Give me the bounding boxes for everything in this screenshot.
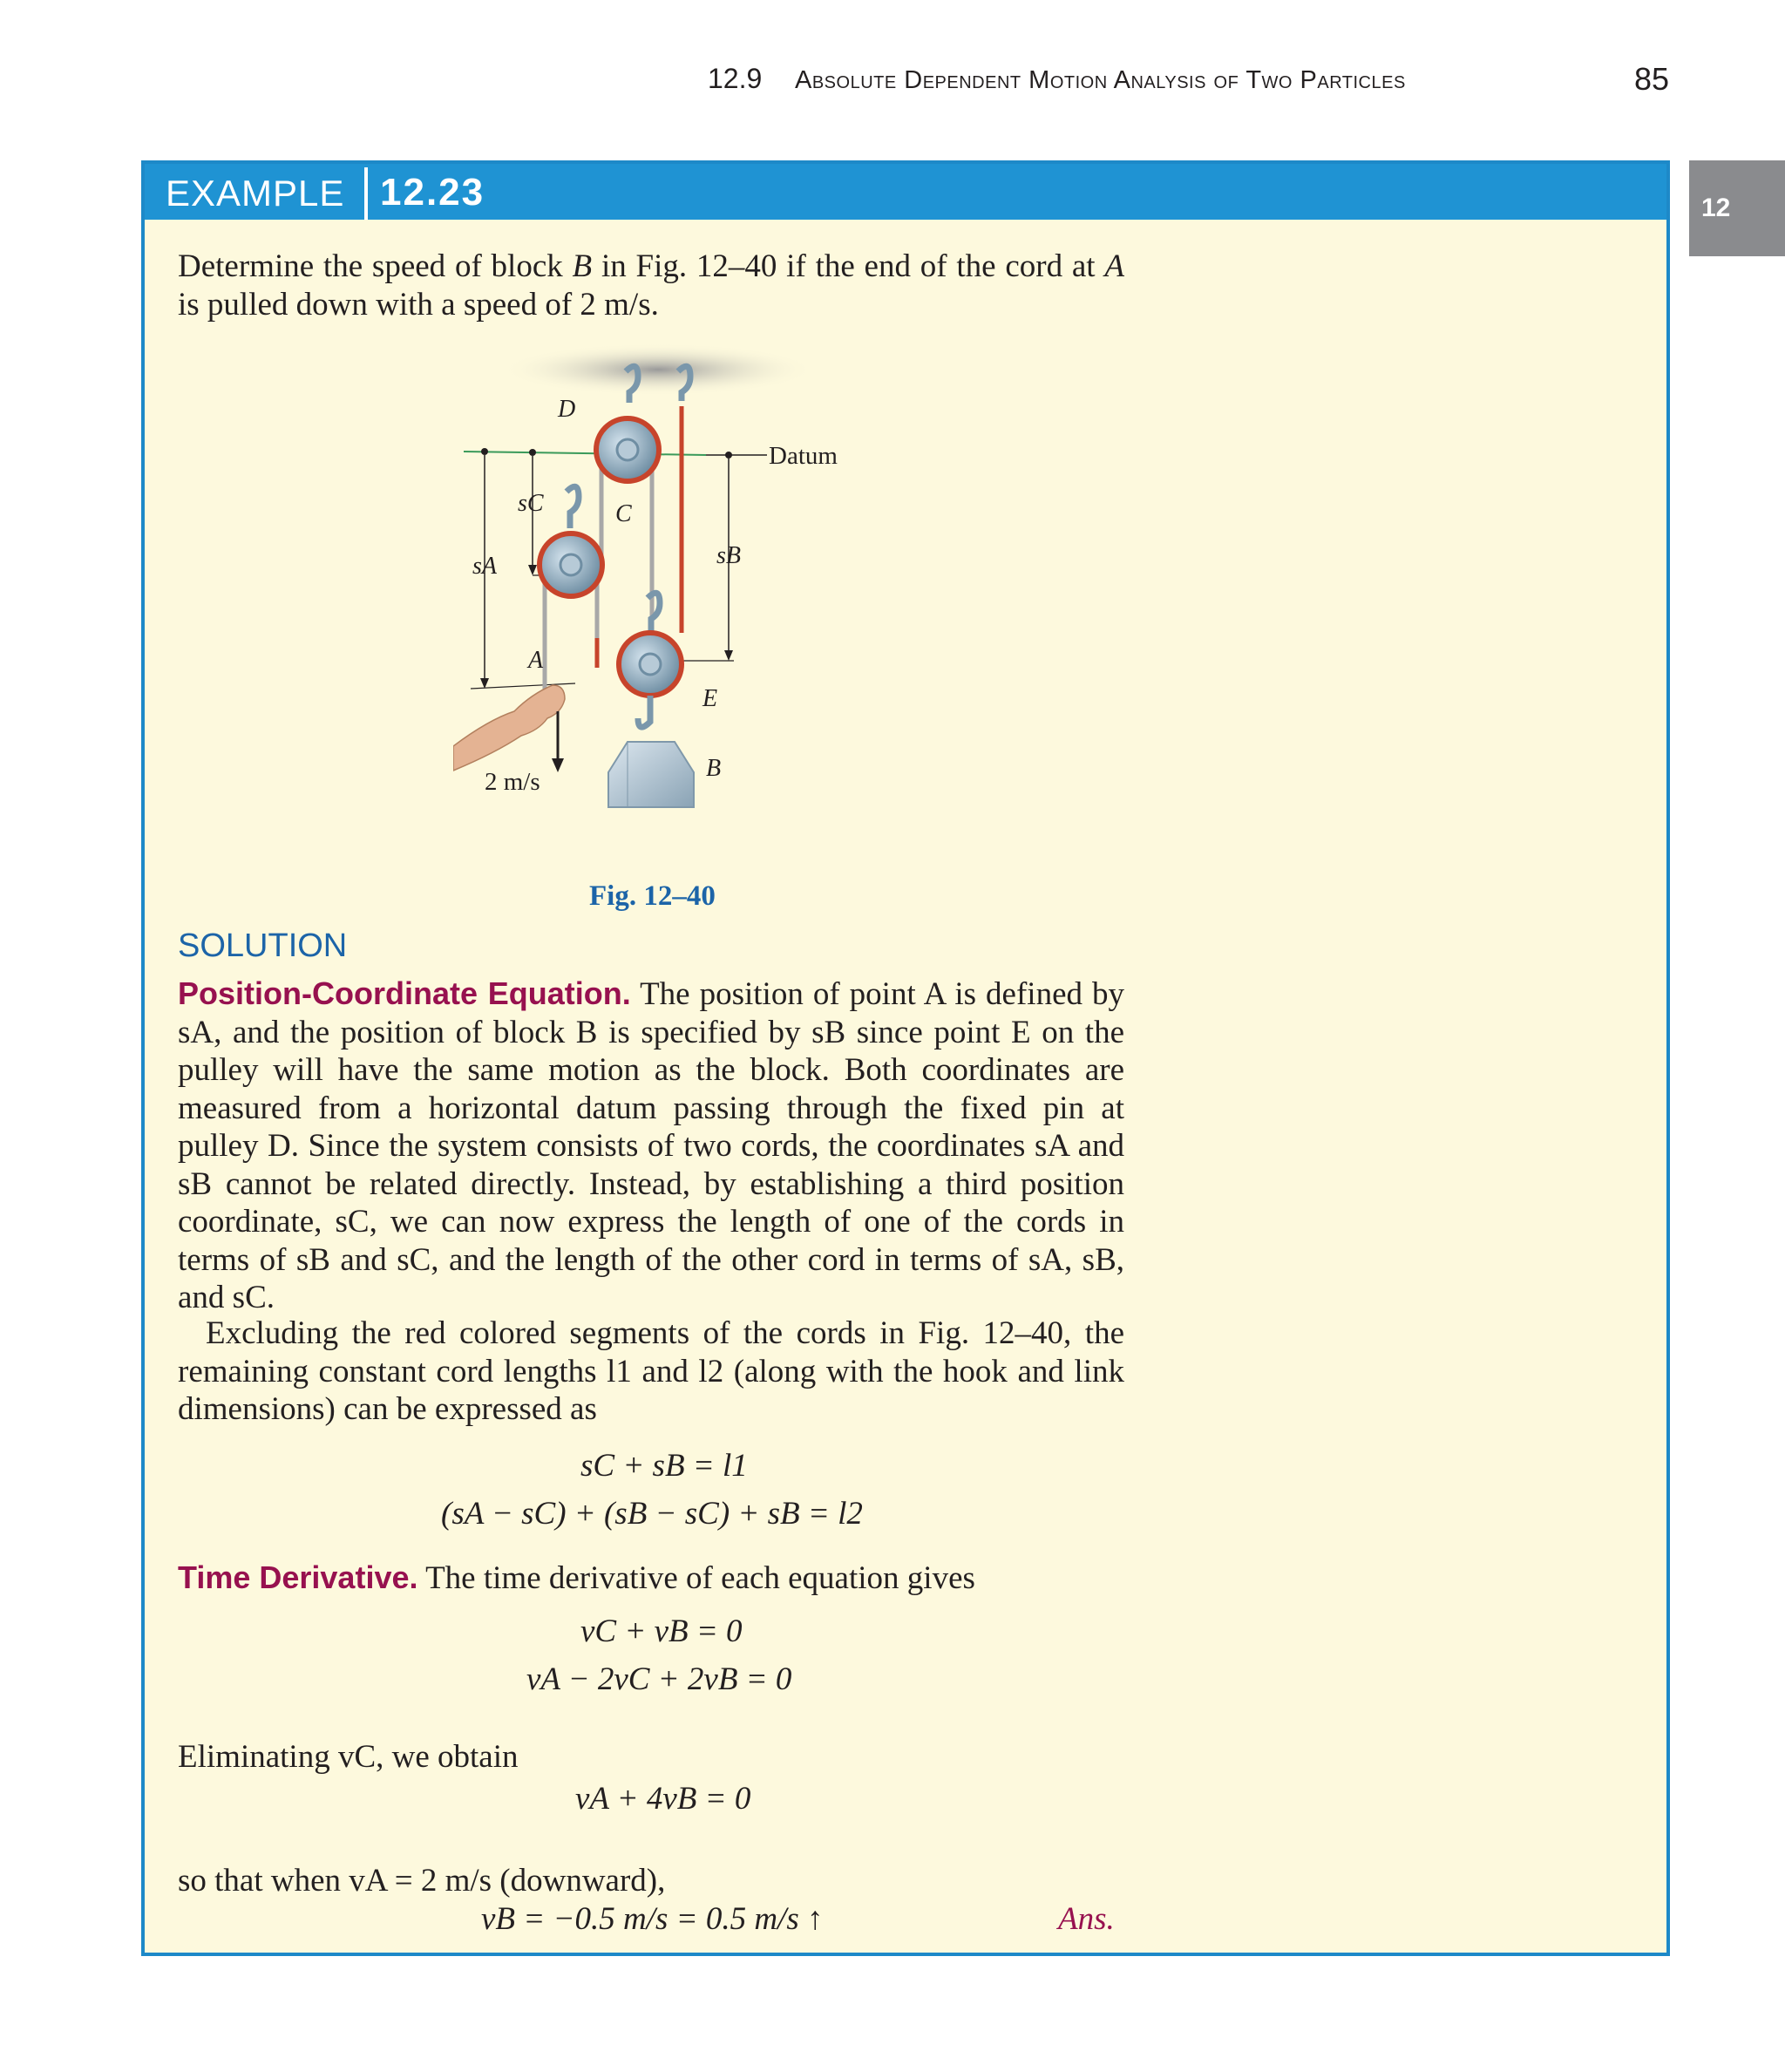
chapter-tab: 12 — [1689, 160, 1785, 256]
running-header — [0, 61, 1785, 105]
label-e: E — [702, 685, 718, 712]
datum-line — [464, 452, 706, 455]
position-paragraph — [178, 975, 1124, 1317]
ceiling — [501, 343, 815, 396]
example-label: EXAMPLE — [166, 173, 345, 214]
position-text: The position of point A is defined by sA, and the position of block B is specified by sB since point E on the pulley will have the same motion as the block. Both coordinates are measured from a horizontal datum passing through the fixed pin at pulley D. Since the system consists of two cords, the coordinates sA and sB cannot be related directly. Instead, by establishing a third position coordinate, sC, we can now express the length of one of the cords in terms of sB and sC, and the length of the other cord in terms of sA, sB, and sC. — [178, 976, 1124, 1315]
figure-caption: Fig. 12–40 — [589, 880, 716, 912]
label-c: C — [615, 500, 632, 527]
label-b: B — [706, 755, 722, 782]
final-equation: vB = −0.5 m/s = 0.5 m/s ↑ — [481, 1901, 824, 1937]
solution-heading: SOLUTION — [178, 927, 348, 964]
label-speed: 2 m/s — [485, 768, 540, 796]
position-heading: Position-Coordinate Equation. — [178, 975, 631, 1011]
time-text: The time derivative of each equation gives — [425, 1560, 975, 1596]
time-heading: Time Derivative. — [178, 1559, 418, 1595]
example-number: 12.23 — [380, 171, 485, 214]
label-sb: sB — [716, 542, 741, 569]
problem-statement: Determine the speed of block B in Fig. 12–40 if the end of the cord at A is pulled down with a speed of 2 m/s. — [178, 248, 1124, 323]
label-sc: sC — [518, 490, 544, 517]
equation-combined: vA + 4vB = 0 — [575, 1781, 751, 1817]
time-paragraph — [178, 1559, 1124, 1598]
hand — [453, 685, 565, 771]
example-divider — [364, 167, 368, 220]
label-d: D — [558, 396, 576, 423]
ans-label: Ans. — [1058, 1901, 1115, 1937]
lengths-paragraph: Excluding the red colored segments of the cords in Fig. 12–40, the remaining constant cord lengths l1 and l2 (along with the hook and link dimensions) can be expressed as — [178, 1315, 1124, 1427]
page-number: 85 — [1634, 61, 1670, 97]
equation-velocity-1: vC + vB = 0 — [580, 1613, 743, 1649]
label-sa: sA — [472, 553, 497, 580]
block-b — [608, 742, 694, 807]
equation-position-1: sC + sB = l1 — [580, 1448, 748, 1484]
so-that-text: so that when vA = 2 m/s (downward), — [178, 1863, 666, 1899]
pulley-figure — [453, 336, 854, 886]
section-number: 12.9 — [708, 63, 763, 94]
label-datum: Datum — [769, 442, 838, 470]
section-title: Absolute Dependent Motion Analysis of Two Particles — [795, 66, 1406, 94]
eliminating-text: Eliminating vC, we obtain — [178, 1739, 519, 1775]
equation-position-2: (sA − sC) + (sB − sC) + sB = l2 — [441, 1496, 863, 1532]
label-a: A — [528, 647, 544, 674]
example-header-bar — [145, 164, 1666, 220]
equation-velocity-2: vA − 2vC + 2vB = 0 — [526, 1661, 792, 1697]
